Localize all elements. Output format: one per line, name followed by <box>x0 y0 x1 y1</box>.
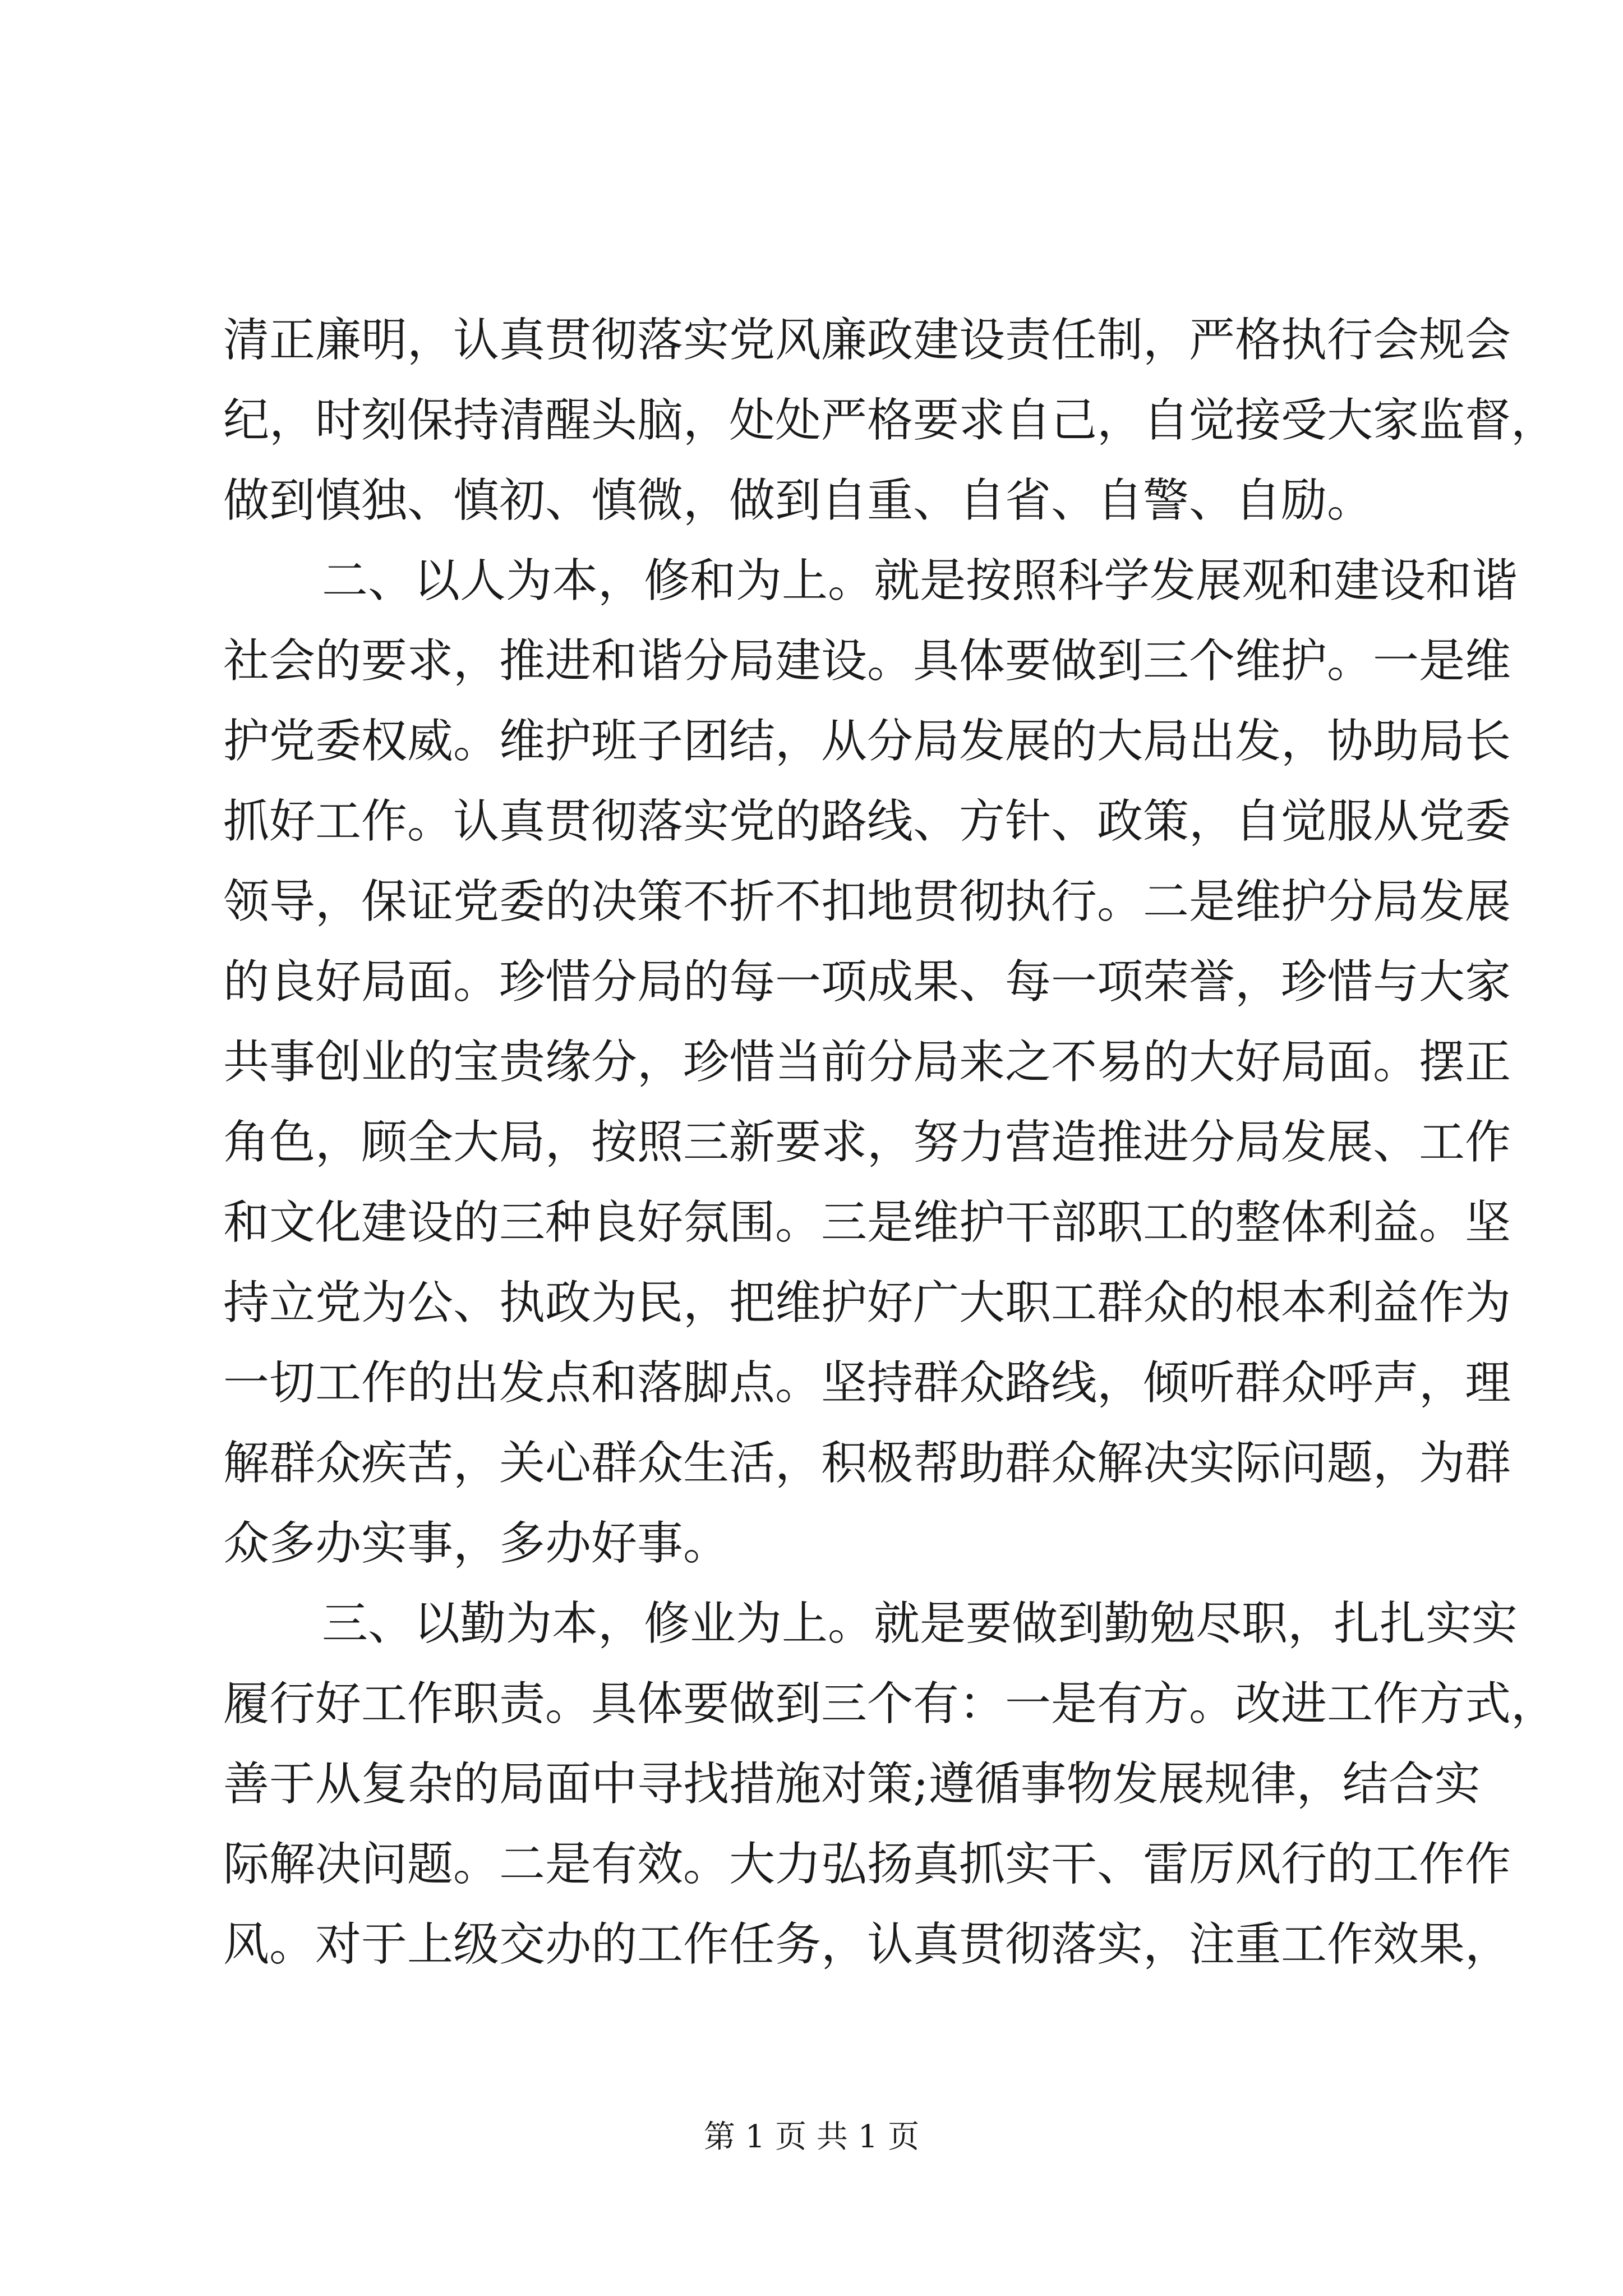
text-line: 三、以勤为本，修业为上。就是要做到勤勉尽职，扎扎实实 <box>322 1597 1518 1650</box>
text-line: 社会的要求，推进和谐分局建设。具体要做到三个维护。一是维 <box>223 634 1511 688</box>
text-line: 和文化建设的三种良好氛围。三是维护干部职工的整体利益。坚 <box>223 1196 1511 1249</box>
text-line: 善于从复杂的局面中寻找措施对策;遵循事物发展规律，结合实 <box>223 1757 1481 1811</box>
text-line: 持立党为公、执政为民，把维护好广大职工群众的根本利益作为 <box>223 1276 1511 1329</box>
text-line: 一切工作的出发点和落脚点。坚持群众路线，倾听群众呼声，理 <box>223 1356 1511 1410</box>
text-line: 际解决问题。二是有效。大力弘扬真抓实干、雷厉风行的工作作 <box>223 1838 1511 1891</box>
text-line: 二、以人为本，修和为上。就是按照科学发展观和建设和谐 <box>322 554 1518 608</box>
text-line: 纪，时刻保持清醒头脑，处处严格要求自己，自觉接受大家监督， <box>223 394 1557 447</box>
text-line: 做到慎独、慎初、慎微，做到自重、自省、自警、自励。 <box>223 474 1373 527</box>
text-line: 领导，保证党委的决策不折不扣地贯彻执行。二是维护分局发展 <box>223 875 1511 928</box>
text-line: 护党委权威。维护班子团结，从分局发展的大局出发，协助局长 <box>223 715 1511 768</box>
page-footer: 第 1 页 共 1 页 <box>703 2119 920 2155</box>
text-line: 清正廉明，认真贯彻落实党风廉政建设责任制，严格执行会规会 <box>223 314 1511 367</box>
text-line: 履行好工作职责。具体要做到三个有：一是有方。改进工作方式， <box>223 1677 1557 1731</box>
text-line: 风。对于上级交办的工作任务，认真贯彻落实，注重工作效果， <box>223 1918 1511 1971</box>
text-line: 众多办实事，多办好事。 <box>223 1517 730 1570</box>
text-line: 角色，顾全大局，按照三新要求，努力营造推进分局发展、工作 <box>223 1116 1511 1169</box>
text-line: 共事创业的宝贵缘分，珍惜当前分局来之不易的大好局面。摆正 <box>223 1036 1511 1089</box>
text-line: 抓好工作。认真贯彻落实党的路线、方针、政策，自觉服从党委 <box>223 795 1511 848</box>
text-line: 的良好局面。珍惜分局的每一项成果、每一项荣誉，珍惜与大家 <box>223 955 1511 1009</box>
document-body <box>223 300 1557 1985</box>
text-line: 解群众疾苦，关心群众生活，积极帮助群众解决实际问题，为群 <box>223 1437 1511 1490</box>
